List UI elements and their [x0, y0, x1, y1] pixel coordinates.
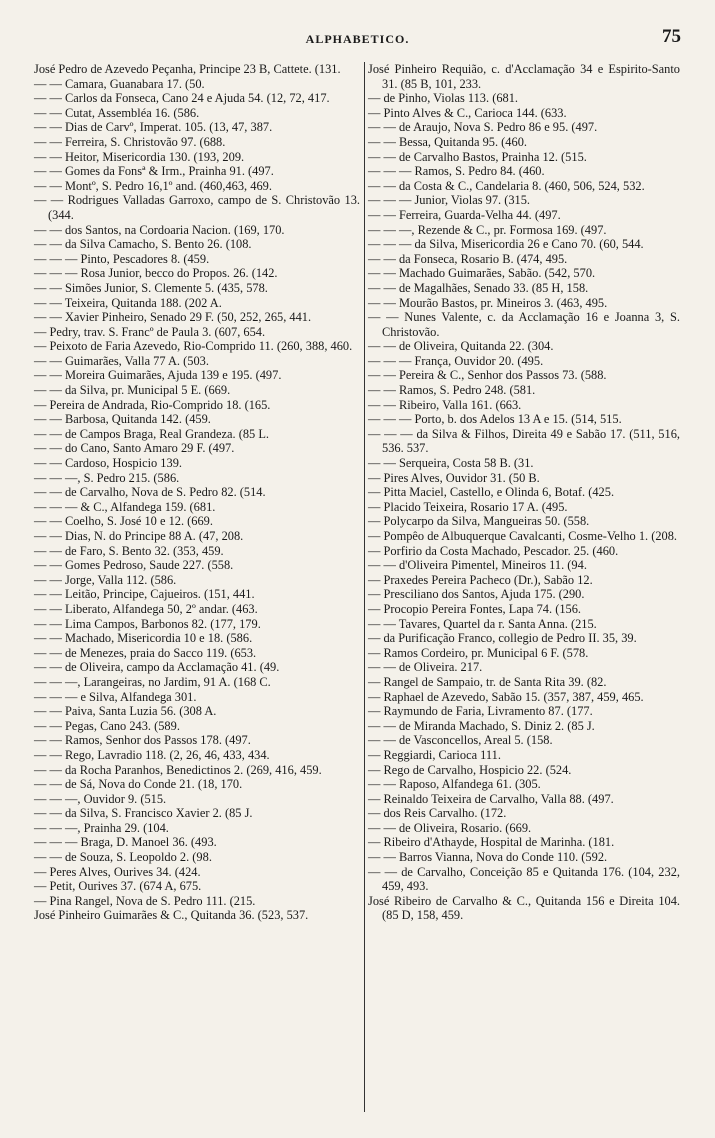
directory-entry: — — de Sá, Nova do Conde 21. (18, 170.	[34, 777, 243, 792]
directory-entry: — Rangel de Sampaio, tr. de Santa Rita 39. (82.	[368, 674, 607, 689]
directory-entry: — Peixoto de Faria Azevedo, Rio-Comprido 11. (260, 388, 460.	[34, 339, 353, 354]
directory-entry: — — Dias, N. do Principe 88 A. (47, 208.	[34, 529, 244, 543]
directory-entry: — — Rodrigues Valladas Garroxo, campo de S. Christovão 13. (344.	[34, 193, 360, 222]
directory-entry: — Pina Rangel, Nova de S. Pedro 111. (215.	[34, 893, 256, 908]
directory-entry: — — dos Santos, na Cordoaria Nacion. (169, 170.	[34, 222, 285, 237]
directory-entry: — Pedry, trav. S. Francº de Paula 3. (607, 654.	[34, 324, 266, 339]
directory-entry: — — Camara, Guanabara 17. (50.	[34, 76, 205, 91]
directory-entry: — Reggiardi, Carioca 111.	[368, 747, 501, 762]
running-title: ALPHABETICO.	[305, 32, 410, 46]
directory-entry: — — — Pinto, Pescadores 8. (459.	[34, 251, 210, 266]
directory-entry: — — de Vasconcellos, Areal 5. (158.	[368, 733, 553, 748]
directory-entry: José Pinheiro Requião, c. d'Acclamação 34 e Espirito-Santo 31. (85 B, 101, 233.	[368, 62, 680, 91]
directory-entry: — — de Souza, S. Leopoldo 2. (98.	[34, 850, 212, 865]
directory-entry: — Polycarpo da Silva, Mangueiras 50. (558.	[368, 514, 590, 529]
directory-entry: — Pompêo de Albuquerque Cavalcanti, Cosme-Velho 1. (208.	[368, 529, 678, 543]
directory-entry: — — do Cano, Santo Amaro 29 F. (497.	[34, 441, 235, 456]
directory-entry: — — da Silva, pr. Municipal 5 E. (669.	[34, 383, 231, 398]
directory-entry: — — de Menezes, praia do Sacco 119. (653.	[34, 645, 257, 660]
directory-entry: — — Moreira Guimarães, Ajuda 139 e 195. (497.	[34, 368, 282, 383]
directory-entry: — — da Rocha Paranhos, Benedictinos 2. (269, 416, 459.	[34, 762, 322, 777]
directory-entry: — — de Carvalho, Conceição 85 e Quitanda 176. (104, 232, 459, 493.	[368, 864, 680, 894]
directory-entry: — — Ferreira, Guarda-Velha 44. (497.	[368, 207, 561, 222]
directory-entry: — — Ribeiro, Valla 161. (663.	[368, 397, 522, 412]
directory-entry: — — de Miranda Machado, S. Diniz 2. (85 J.	[368, 718, 595, 733]
directory-entry: — — Liberato, Alfandega 50, 2º andar. (463.	[34, 601, 258, 616]
directory-entry: José Pedro de Azevedo Peçanha, Principe 23 B, Cattete. (131.	[34, 62, 341, 76]
directory-entry: — — — & C., Alfandega 159. (681.	[34, 499, 216, 514]
directory-entry: — — de Oliveira, Quitanda 22. (304.	[368, 339, 554, 354]
directory-entry: — — Carlos da Fonseca, Cano 24 e Ajuda 54. (12, 72, 417.	[34, 91, 330, 106]
directory-entry: — — — e Silva, Alfandega 301.	[34, 689, 197, 704]
directory-entry: — — —, Ouvidor 9. (515.	[34, 791, 167, 806]
directory-entry: — — Heitor, Misericordia 130. (193, 209.	[34, 149, 245, 164]
directory-entry: — — de Faro, S. Bento 32. (353, 459.	[34, 543, 224, 558]
directory-entry: — — — Rosa Junior, becco do Propos. 26. (142.	[34, 266, 278, 281]
left-column	[34, 62, 360, 923]
directory-entry: — Pires Alves, Ouvidor 31. (50 B.	[368, 470, 540, 485]
directory-entry: — Rego de Carvalho, Hospicio 22. (524.	[368, 762, 572, 777]
directory-entry: — — de Oliveira, campo da Acclamação 41. (49.	[34, 660, 280, 675]
directory-entry: — — Coelho, S. José 10 e 12. (669.	[34, 514, 213, 529]
directory-entry: — — —, S. Pedro 215. (586.	[34, 470, 180, 485]
directory-entry: — de Pinho, Violas 113. (681.	[368, 91, 519, 106]
directory-entry: — dos Reis Carvalho. (172.	[368, 806, 507, 821]
directory-entry: — — Ferreira, S. Christovão 97. (688.	[34, 134, 226, 149]
column-divider	[364, 62, 365, 1112]
directory-entry: — — — França, Ouvidor 20. (495.	[368, 353, 544, 368]
directory-entry: — — Dias de Carvº, Imperat. 105. (13, 47, 387.	[34, 120, 273, 135]
directory-entry: — — Bessa, Quitanda 95. (460.	[368, 134, 527, 149]
directory-entry: — Procopio Pereira Fontes, Lapa 74. (156.	[368, 601, 582, 616]
directory-entry: — — Leitão, Principe, Cajueiros. (151, 441.	[34, 587, 255, 602]
directory-entry: — Peres Alves, Ourives 34. (424.	[34, 864, 201, 879]
directory-entry: — — de Oliveira. 217.	[368, 660, 483, 675]
directory-entry: — — Guimarães, Valla 77 A. (503.	[34, 353, 209, 368]
directory-entry: — Raymundo de Faria, Livramento 87. (177.	[368, 704, 593, 719]
directory-entry: — — — da Silva & Filhos, Direita 49 e Sabão 17. (511, 516, 536. 537.	[368, 426, 680, 456]
directory-entry: — Pinto Alves & C., Carioca 144. (633.	[368, 105, 567, 120]
directory-entry: — — —, Larangeiras, no Jardim, 91 A. (168 C.	[34, 674, 271, 689]
directory-entry: — Reinaldo Teixeira de Carvalho, Valla 88. (497.	[368, 791, 614, 806]
directory-entry: — Placido Teixeira, Rosario 17 A. (495.	[368, 499, 568, 514]
directory-entry: — — da Costa & C., Candelaria 8. (460, 506, 524, 532.	[368, 178, 645, 193]
directory-entry: — Raphael de Azevedo, Sabão 15. (357, 387, 459, 465.	[368, 689, 644, 704]
directory-entry: — — Ramos, S. Pedro 248. (581.	[368, 383, 536, 398]
directory-entry: — — de Oliveira, Rosario. (669.	[368, 820, 532, 835]
directory-entry: — — Machado Guimarães, Sabão. (542, 570.	[368, 266, 596, 281]
directory-entry: — — Xavier Pinheiro, Senado 29 F. (50, 252, 265, 441.	[34, 310, 312, 325]
directory-entry: — Petit, Ourives 37. (674 A, 675.	[34, 879, 202, 894]
directory-entry: — — — Ramos, S. Pedro 84. (460.	[368, 164, 545, 179]
directory-entry: — — Montº, S. Pedro 16,1º and. (460,463, 469.	[34, 178, 272, 193]
directory-entry: — — Paiva, Santa Luzia 56. (308 A.	[34, 704, 217, 719]
directory-entry: — — Simões Junior, S. Clemente 5. (435, 578.	[34, 280, 268, 295]
directory-entry: — Ribeiro d'Athayde, Hospital de Marinha. (181.	[368, 835, 615, 850]
directory-entry: — Porfirio da Costa Machado, Pescador. 25. (460.	[368, 543, 619, 558]
directory-entry: — — Lima Campos, Barbonos 82. (177, 179.	[34, 616, 261, 631]
directory-entry: — — Gomes da Fonsª & Irm., Prainha 91. (497.	[34, 164, 274, 179]
directory-entry: — — —, Prainha 29. (104.	[34, 820, 169, 835]
directory-entry: — — de Campos Braga, Real Grandeza. (85 L.	[34, 426, 270, 441]
directory-entry: — — — Braga, D. Manoel 36. (493.	[34, 835, 217, 850]
directory-entry: — Praxedes Pereira Pacheco (Dr.), Sabão 12.	[368, 572, 593, 587]
directory-entry: — — Ramos, Senhor dos Passos 178. (497.	[34, 733, 251, 748]
directory-entry: — Pereira de Andrada, Rio-Comprido 18. (165.	[34, 397, 271, 412]
directory-entry: — — Rego, Lavradio 118. (2, 26, 46, 433, 434.	[34, 747, 270, 762]
directory-entry: — — Gomes Pedroso, Saude 227. (558.	[34, 558, 234, 573]
directory-entry: — — de Carvalho, Nova de S. Pedro 82. (514.	[34, 485, 266, 500]
directory-entry: — — de Araujo, Nova S. Pedro 86 e 95. (497.	[368, 120, 598, 135]
directory-entry: — — da Fonseca, Rosario B. (474, 495.	[368, 251, 568, 266]
directory-entry: — da Purificação Franco, collegio de Pedro II. 35, 39.	[368, 631, 637, 646]
directory-entry: — Presciliano dos Santos, Ajuda 175. (290.	[368, 587, 585, 602]
page-number: 75	[662, 26, 681, 47]
directory-entry: — — Nunes Valente, c. da Acclamação 16 e Joanna 3, S. Christovão.	[368, 310, 680, 339]
directory-entry: — — da Silva Camacho, S. Bento 26. (108.	[34, 237, 252, 252]
directory-entry: — — Barros Vianna, Nova do Conde 110. (592.	[368, 850, 608, 865]
directory-entry: — — de Magalhães, Senado 33. (85 H, 158.	[368, 280, 589, 295]
directory-entry: — — d'Oliveira Pimentel, Mineiros 11. (94.	[368, 558, 587, 573]
directory-entry: — — Serqueira, Costa 58 B. (31.	[368, 456, 534, 471]
directory-entry: — — Jorge, Valla 112. (586.	[34, 572, 177, 587]
directory-entry: — — Raposo, Alfandega 61. (305.	[368, 777, 541, 792]
directory-entry: — Pitta Maciel, Castello, e Olinda 6, Botaf. (425.	[368, 485, 615, 500]
directory-entry: — — Machado, Misericordia 10 e 18. (586.	[34, 631, 253, 646]
directory-entry: — — Pegas, Cano 243. (589.	[34, 718, 180, 733]
directory-entry: — — Barbosa, Quitanda 142. (459.	[34, 412, 211, 427]
directory-entry: José Pinheiro Guimarães & C., Quitanda 36. (523, 537.	[34, 908, 309, 923]
directory-entry: — — Mourão Bastos, pr. Mineiros 3. (463, 495.	[368, 295, 608, 310]
directory-entry: — — —, Rezende & C., pr. Formosa 169. (497.	[368, 222, 607, 237]
directory-entry: — — da Silva, S. Francisco Xavier 2. (85 J.	[34, 806, 253, 821]
directory-entry: — — — Porto, b. dos Adelos 13 A e 15. (514, 515.	[368, 412, 622, 427]
directory-entry: — — Cardoso, Hospicio 139.	[34, 456, 182, 471]
directory-entry: — — Teixeira, Quitanda 188. (202 A.	[34, 295, 222, 310]
directory-entry: — — de Carvalho Bastos, Prainha 12. (515.	[368, 149, 587, 164]
page-header	[0, 28, 715, 52]
directory-entry: José Ribeiro de Carvalho & C., Quitanda 156 e Direita 104. (85 D, 158, 459.	[368, 893, 680, 923]
directory-entry: — — Pereira & C., Senhor dos Passos 73. (588.	[368, 368, 607, 383]
directory-entry: — — — Junior, Violas 97. (315.	[368, 193, 531, 208]
directory-entry: — — — da Silva, Misericordia 26 e Cano 70. (60, 544.	[368, 237, 644, 252]
directory-entry: — Ramos Cordeiro, pr. Municipal 6 F. (578.	[368, 645, 589, 660]
right-column	[368, 62, 680, 923]
directory-entry: — — Tavares, Quartel da r. Santa Anna. (215.	[368, 616, 597, 631]
directory-entry: — — Cutat, Assembléa 16. (586.	[34, 105, 200, 120]
